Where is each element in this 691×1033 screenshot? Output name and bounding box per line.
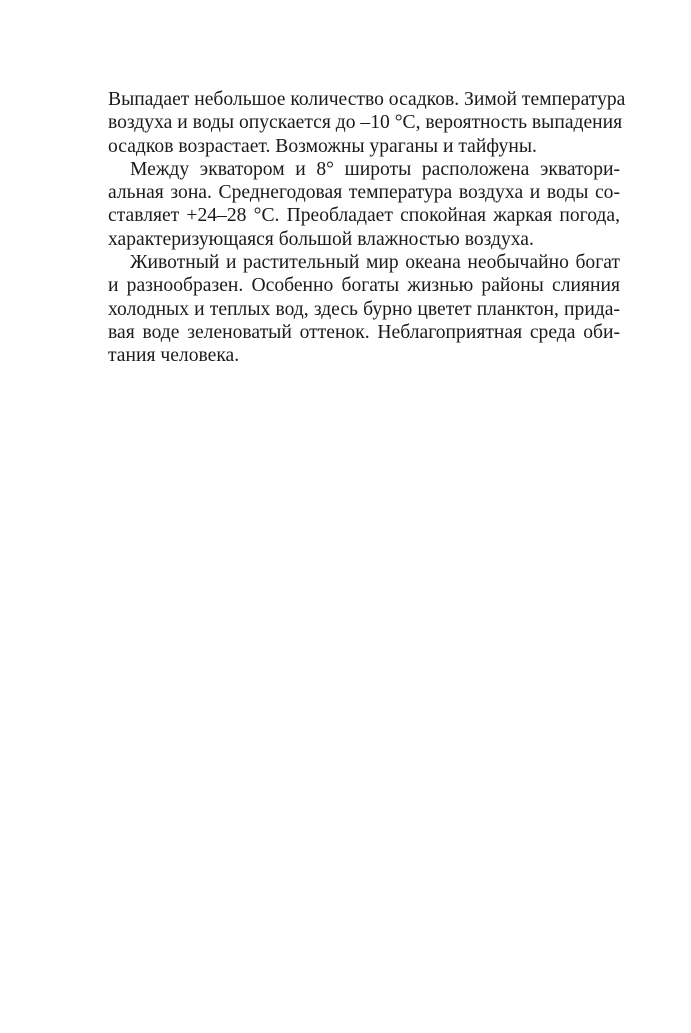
paragraph-line: ставляет +24–28 °C. Преобладает спокойная жаркая погода, bbox=[108, 205, 620, 227]
paragraph-line: Животный и растительный мир океана необычайно богат bbox=[130, 252, 620, 274]
paragraph-line: Между экватором и 8° широты расположена экватори- bbox=[130, 158, 620, 180]
paragraph-line: альная зона. Среднегодовая температура воздуха и воды со- bbox=[108, 182, 620, 204]
paragraph-2 bbox=[108, 158, 620, 251]
paragraph-line: холодных и теплых вод, здесь бурно цветет планктон, прида- bbox=[108, 298, 620, 320]
paragraph-line: осадков возрастает. Возможны ураганы и тайфуны. bbox=[108, 135, 537, 157]
paragraph-3 bbox=[108, 251, 620, 367]
paragraph-line: характеризующаяся большой влажностью воздуха. bbox=[108, 228, 534, 250]
paragraph-line: тания человека. bbox=[108, 345, 240, 367]
paragraph-line: Выпадает небольшое количество осадков. Зимой температура bbox=[108, 89, 626, 110]
document-page bbox=[108, 88, 626, 368]
paragraph-line: вая воде зеленоватый оттенок. Неблагоприятная среда оби- bbox=[108, 321, 620, 343]
paragraph-line: воздуха и воды опускается до –10 °C, вероятность выпадения bbox=[108, 112, 623, 134]
paragraph-line: и разнообразен. Особенно богаты жизнью районы слияния bbox=[108, 275, 620, 297]
paragraph-1 bbox=[108, 88, 626, 158]
